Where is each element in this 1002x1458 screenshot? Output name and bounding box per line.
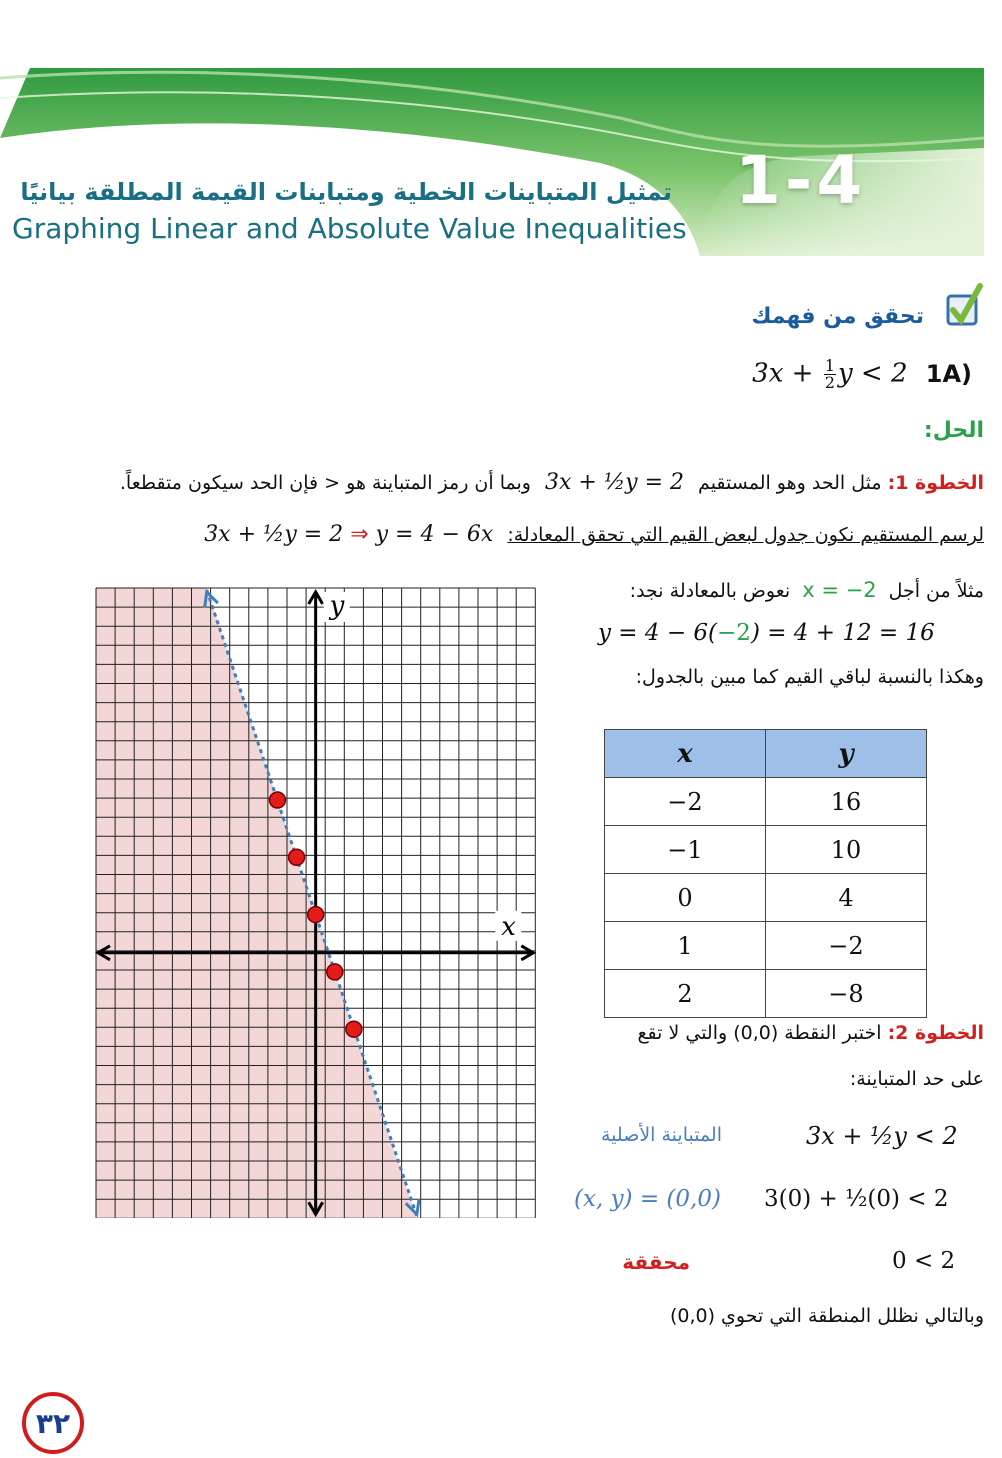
table-cell: 2 [605, 970, 766, 1018]
step1-line2-text: لرسم المستقيم نكون جدول لبعض القيم التي تحقق المعادلة: [507, 524, 984, 546]
plotted-point [308, 907, 324, 923]
table-row [605, 922, 927, 970]
page-number-badge [22, 1392, 84, 1454]
lesson-number: 1-4 [735, 142, 867, 219]
problem-fraction: $\frac{1}{2}$ [824, 356, 835, 393]
plotted-point [327, 964, 343, 980]
table-cell: −8 [766, 970, 927, 1018]
table-header-x: x [605, 730, 766, 778]
lesson-title-arabic: تمثيل المتباينات الخطية ومتباينات القيمة المطلقة بيانيًا [20, 178, 672, 206]
rest-text: وهكذا بالنسبة لباقي القيم كما مبين بالجدول: [635, 666, 984, 688]
table-cell: 4 [766, 874, 927, 922]
example-eq-value: −2 [717, 620, 751, 646]
substitution-expr: 3(0) + ½(0) < 2 [764, 1186, 949, 1212]
problem-expr-left: 3x + [752, 358, 822, 389]
shaded-region [96, 588, 417, 1218]
table-cell: −2 [605, 778, 766, 826]
plotted-point [346, 1021, 362, 1037]
example-equation: y = 4 − 6(−2) = 4 + 12 = 16 [598, 620, 935, 646]
conclusion: وبالتالي نظلل المنطقة التي تحوي (0,0) [669, 1305, 984, 1327]
original-inequality: 3x + ½y < 2 [806, 1122, 958, 1150]
shaded-half-plane [96, 588, 417, 1218]
plotted-point [269, 792, 285, 808]
table-cell: −1 [605, 826, 766, 874]
y-axis-label: y [329, 591, 345, 621]
step1-line2-eq-a: 3x + ½y = 2 [204, 522, 344, 547]
example-text-a: مثلاً من أجل [888, 580, 984, 602]
table-row [605, 874, 927, 922]
problem-1a [752, 358, 972, 391]
example-text-b: نعوض بالمعادلة نجد: [629, 580, 791, 602]
substitution-label: (x, y) = (0,0) [574, 1186, 721, 1212]
problem-expr-right: y < 2 [837, 358, 908, 389]
example-value: x = −2 [802, 578, 877, 602]
table-cell: 16 [766, 778, 927, 826]
table-row [605, 826, 927, 874]
step2-text2: على حد المتباينة: [849, 1068, 984, 1090]
step1-line2-eq-b: y = 4 − 6x [375, 522, 494, 547]
implies-arrow: ⇒ [350, 522, 369, 547]
checkbox-icon [944, 282, 984, 332]
step2-label: الخطوة 2: [887, 1022, 984, 1044]
result-expr: 0 < 2 [892, 1248, 956, 1274]
step2-line [637, 1022, 984, 1044]
example-line [630, 578, 984, 602]
step1-equation: 3x + ½y = 2 [545, 470, 684, 495]
table-row [605, 778, 927, 826]
page-number: ٣٢ [35, 1406, 71, 1440]
table-cell: −2 [766, 922, 927, 970]
step1-line2 [24, 522, 984, 547]
table-row [605, 970, 927, 1018]
check-heading: تحقق من فهمك [751, 304, 924, 329]
problem-label: 1A) [925, 359, 972, 388]
original-inequality-label: المتباينة الأصلية [600, 1124, 722, 1146]
table-cell: 10 [766, 826, 927, 874]
table-cell: 0 [605, 874, 766, 922]
table-header-y: y [766, 730, 927, 778]
step1-line [24, 470, 984, 495]
step1-text-b: وبما أن رمز المتباينة هو < فإن الحد سيكون متقطعاً. [119, 472, 531, 494]
solution-heading: الحل: [923, 418, 984, 443]
table-cell: 1 [605, 922, 766, 970]
inequality-graph [90, 584, 540, 1218]
step1-label: الخطوة 1: [887, 472, 984, 494]
plotted-point [289, 849, 305, 865]
lesson-title-english: Graphing Linear and Absolute Value Inequalities [12, 212, 687, 245]
x-axis-label: x [501, 911, 516, 942]
result-label: محققة [622, 1250, 690, 1274]
step1-text-a: مثل الحد وهو المستقيم [698, 472, 882, 494]
values-table [604, 729, 927, 1018]
step2-text: اختبر النقطة (0,0) والتي لا تقع [637, 1022, 882, 1044]
